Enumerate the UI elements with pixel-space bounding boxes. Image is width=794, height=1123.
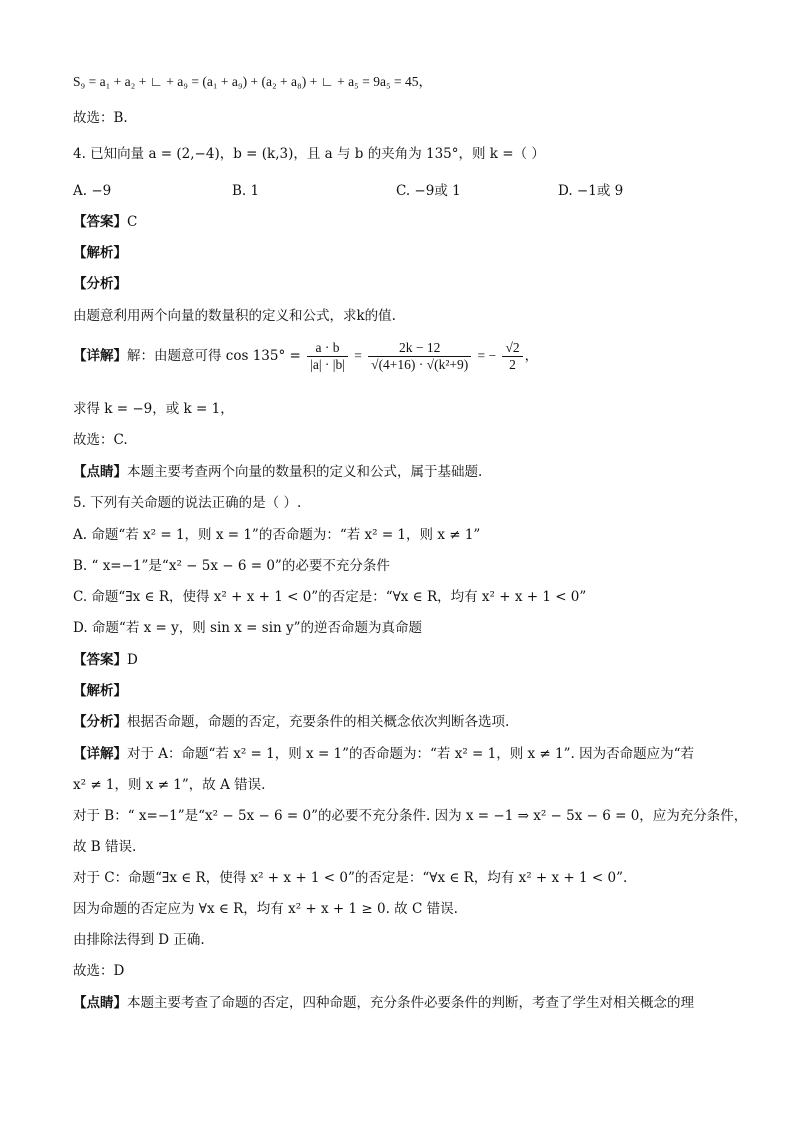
fraction-computed [368,340,471,373]
q4-stem: 4. 已知向量 a = (2,−4)，b = (k,3)，且 a 与 b 的夹角为 135°，则 k =（ ） [73,146,545,162]
q5-detail-6: 因为命题的否定应为 ∀x ∈ R，均有 x² + x + 1 ≥ 0. 故 C 错误. [73,901,458,917]
fraction-numerator: 2k − 12 [368,340,471,357]
answer-tag: 【答案】 [73,214,127,230]
q5-comment: 本题主要考查了命题的否定，四种命题，充分条件必要条件的判断，考查了学生对相关概念的理 [127,995,694,1011]
q5-detail-4: 故 B 错误. [73,839,137,855]
q4-option-a: A. −9 [73,183,112,199]
fraction-root2-over-2 [502,340,522,373]
fraction-numerator: a · b [307,340,348,357]
detail-tag: 【详解】 [73,348,127,364]
comment-tag: 【点睛】 [73,464,127,480]
q4-answer: C [127,214,138,230]
comment-tag: 【点睛】 [73,995,127,1011]
q5-comment-row [73,993,694,1013]
fraction-denominator: |a| · |b| [310,357,345,372]
q5-answer: D [127,652,138,668]
prev-answer-choice: 故选：B. [73,110,128,126]
q4-detail-row [73,338,538,374]
detail-tag: 【详解】 [73,746,127,762]
q4-fenxi: 由题意利用两个向量的数量积的定义和公式，求k的值. [73,308,396,324]
q5-option-b: B. “ x=−1”是“x² − 5x − 6 = 0”的必要不充分条件 [73,558,390,574]
q5-fenxi-row [73,712,509,732]
q5-choose: 故选：D [73,963,125,979]
equals-negative: = − [477,348,497,363]
q4-answer-row [73,212,137,232]
q5-detail-7: 由排除法得到 D 正确. [73,932,205,948]
sum-formula: S₉ = a₁ + a₂ + ∟ + a₉ = (a₁ + a₉) + (a₂ + a₈) + ∟ + a₅ = 9a₅ = 45， [73,74,433,89]
q4-choose: 故选：C. [73,432,128,448]
fraction-dot-over-norms [307,340,348,373]
fraction-denominator: 2 [509,357,516,372]
answer-tag: 【答案】 [73,652,127,668]
equals-sign: = [354,348,362,363]
q4-fenxi-tag: 【分析】 [73,276,127,292]
q5-detail-row [73,744,694,764]
q5-answer-row [73,650,138,670]
q4-comment-row [73,462,482,482]
q4-option-b: B. 1 [232,183,260,199]
q5-fenxi: 根据否命题，命题的否定，充要条件的相关概念依次判断各选项. [127,714,510,730]
q5-detail-5: 对于 C：命题“∃x ∈ R，使得 x² + x + 1 < 0”的否定是：“∀x ∈ R，均有 x² + x + 1 < 0”. [73,870,628,886]
q4-result: 求得 k = −9，或 k = 1， [73,401,234,417]
q4-option-d: D. −1或 9 [558,183,624,199]
q5-option-d: D. 命题“若 x = y，则 sin x = sin y”的逆否命题为真命题 [73,620,423,636]
q4-comment: 本题主要考查两个向量的数量积的定义和公式，属于基础题. [127,464,483,480]
fraction-numerator: √2 [502,340,522,357]
q4-analysis-tag: 【解析】 [73,245,127,261]
q4-detail-prefix: 解：由题意可得 cos 135° = [127,348,301,364]
q4-detail-end: ， [524,348,539,364]
fenxi-tag: 【分析】 [73,714,127,730]
q5-detail-3: 对于 B：“ x=−1”是“x² − 5x − 6 = 0”的必要不充分条件. 因为 x = −1 ⇒ x² − 5x − 6 = 0，应为充分条件， [73,808,748,824]
q5-detail-2: x² ≠ 1，则 x ≠ 1”，故 A 错误. [73,777,266,793]
q5-option-c: C. 命题“∃x ∈ R，使得 x² + x + 1 < 0”的否定是：“∀x ∈ R，均有 x² + x + 1 < 0” [73,589,587,605]
q5-option-a: A. 命题“若 x² = 1，则 x = 1”的否命题为：“若 x² = 1，则 x ≠ 1” [73,527,481,543]
q5-analysis-tag: 【解析】 [73,683,127,699]
q4-option-c: C. −9或 1 [396,183,461,199]
q5-detail-1: 对于 A：命题“若 x² = 1，则 x = 1”的否命题为：“若 x² = 1，则 x ≠ 1”. 因为否命题应为“若 [127,746,695,762]
fraction-denominator: √(4+16) · √(k²+9) [371,357,469,372]
q5-stem: 5. 下列有关命题的说法正确的是（ ）. [73,495,302,511]
